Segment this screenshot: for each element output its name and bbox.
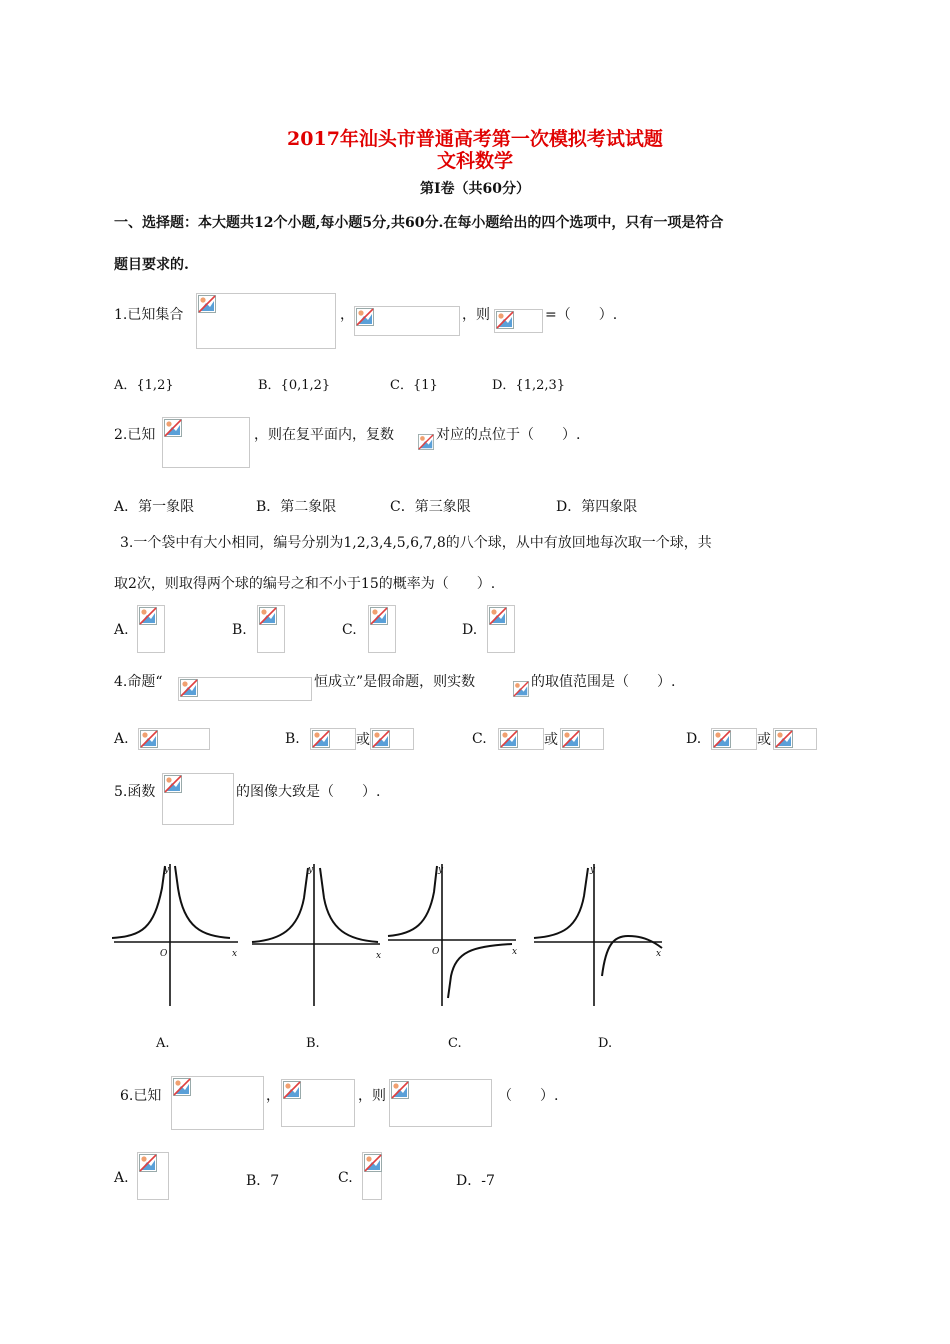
left-branch: [252, 868, 308, 942]
q3-option-b-label: B.: [232, 622, 247, 638]
q6-option-b: B．7: [246, 1173, 280, 1189]
q3-option-b-image: [257, 605, 285, 653]
q6-formula-image-1: [171, 1076, 264, 1130]
broken-image-icon: [713, 730, 731, 748]
y-label: y: [164, 865, 170, 875]
q5-graph-d-label: D.: [598, 1036, 613, 1051]
q6-option-c-label: C.: [338, 1170, 353, 1186]
q1-formula-image-2: [354, 306, 460, 336]
left-branch: [112, 866, 165, 938]
broken-image-icon: [259, 607, 277, 625]
q2-option-c: C．第三象限: [390, 499, 471, 515]
right-branch: [175, 866, 230, 938]
broken-image-icon: [513, 681, 529, 697]
broken-image-icon: [489, 607, 507, 625]
broken-image-icon: [139, 607, 157, 625]
q4-option-d-image-1: [711, 728, 757, 750]
broken-image-icon: [496, 311, 514, 329]
q4-option-c-or: 或: [544, 732, 558, 748]
q5-suffix: 的图像大致是（ ）.: [236, 784, 381, 800]
origin-label: O: [432, 947, 440, 957]
x-label: x: [512, 947, 518, 957]
broken-image-icon: [775, 730, 793, 748]
q2-formula-image-2: [418, 434, 434, 452]
q4-option-c-label: C.: [472, 731, 487, 747]
q4-option-b-label: B.: [285, 731, 300, 747]
y-label: y: [308, 865, 314, 875]
document-subtitle: 文科数学: [436, 150, 513, 172]
q5-graph-c: [386, 858, 521, 1008]
broken-image-icon: [372, 730, 390, 748]
broken-image-icon: [356, 308, 374, 326]
q2-option-a: A．第一象限: [114, 499, 195, 515]
broken-image-icon: [180, 679, 198, 697]
q4-option-c-image-1: [498, 728, 544, 750]
right-branch: [448, 944, 512, 998]
broken-image-icon: [370, 607, 388, 625]
broken-image-icon: [173, 1078, 191, 1096]
broken-image-icon: [164, 775, 182, 793]
q5-graph-c-label: C.: [448, 1036, 462, 1051]
q4-prefix: 4.命题“: [114, 674, 163, 690]
y-label: y: [438, 865, 444, 875]
q4-option-b-image-1: [310, 728, 356, 750]
x-label: x: [232, 949, 238, 959]
q5-graph-a: [112, 858, 242, 1008]
volume-heading: 第Ⅰ卷（共60分）: [419, 181, 531, 197]
q4-option-d-or: 或: [757, 732, 771, 748]
q6-option-d: D．-7: [456, 1173, 495, 1189]
q3-option-c-image: [368, 605, 396, 653]
x-label: x: [376, 951, 382, 961]
q4-formula-image-2: [513, 681, 529, 699]
document-title: 2017年汕头市普通高考第一次模拟考试试题: [287, 128, 663, 150]
q2-option-d: D．第四象限: [556, 499, 638, 515]
q1-option-c: C．{1}: [390, 378, 438, 393]
q1-option-d: D．{1,2,3}: [492, 378, 566, 393]
q2-suffix: 对应的点位于（ ）.: [436, 427, 581, 443]
q5-prefix: 5.函数: [114, 784, 156, 800]
q2-middle-text: ，则在复平面内，复数: [254, 427, 394, 443]
broken-image-icon: [312, 730, 330, 748]
q2-prefix: 2.已知: [114, 427, 156, 443]
q2-formula-image-1: [162, 417, 250, 468]
q3-option-a-image: [137, 605, 165, 653]
q1-prefix: 1.已知集合: [114, 307, 184, 323]
broken-image-icon: [140, 730, 158, 748]
section-instruction-line1: 一、选择题：本大题共12个小题,每小题5分,共60分.在每小题给出的四个选项中，只有一项是符合: [114, 215, 724, 231]
left-branch: [388, 866, 437, 936]
q2-option-b: B．第二象限: [256, 499, 337, 515]
q4-option-a-label: A.: [114, 731, 129, 747]
broken-image-icon: [500, 730, 518, 748]
q6-option-a-image: [137, 1152, 169, 1200]
q4-option-b-or: 或: [356, 732, 370, 748]
broken-image-icon: [418, 434, 434, 450]
broken-image-icon: [562, 730, 580, 748]
origin-label: O: [160, 949, 168, 959]
q5-graph-b-label: B.: [306, 1036, 320, 1051]
q6-suffix: （ ）.: [498, 1088, 559, 1104]
broken-image-icon: [283, 1081, 301, 1099]
broken-image-icon: [164, 419, 182, 437]
q1-formula-image-3: [494, 309, 543, 333]
q3-option-c-label: C.: [342, 622, 357, 638]
q6-formula-image-3: [389, 1079, 492, 1127]
q4-option-c-image-2: [560, 728, 604, 750]
q5-formula-image: [162, 773, 234, 825]
q6-formula-image-2: [281, 1079, 355, 1127]
q4-option-a-image: [138, 728, 210, 750]
q4-suffix: 的取值范围是（ ）.: [531, 674, 676, 690]
q3-option-a-label: A.: [114, 622, 129, 638]
broken-image-icon: [364, 1154, 382, 1172]
right-branch: [320, 868, 378, 942]
x-label: x: [656, 949, 662, 959]
y-label: y: [590, 865, 596, 875]
q1-suffix: =（ ）.: [545, 307, 618, 323]
q5-graph-b: [250, 858, 385, 1008]
broken-image-icon: [198, 295, 216, 313]
q3-option-d-image: [487, 605, 515, 653]
q4-formula-image-1: [178, 677, 312, 701]
q1-option-b: B．{0,1,2}: [258, 378, 331, 393]
q1-option-a: A．{1,2}: [114, 378, 174, 393]
section-instruction-line2: 题目要求的.: [114, 257, 189, 273]
q5-graph-a-label: A.: [156, 1036, 170, 1051]
q1-separator-1: ，: [340, 307, 354, 323]
q4-option-b-image-2: [370, 728, 414, 750]
q3-line2: 取2次，则取得两个球的编号之和不小于15的概率为（ ）.: [114, 576, 496, 592]
q5-graph-d: [532, 858, 667, 1008]
q4-option-d-image-2: [773, 728, 817, 750]
q3-line1: 3.一个袋中有大小相同，编号分别为1,2,3,4,5,6,7,8的八个球，从中有放回地每次取一个球，共: [120, 535, 712, 551]
q1-formula-image-1: [196, 293, 336, 349]
q1-separator-2: ，则: [462, 307, 490, 323]
q4-option-d-label: D.: [686, 731, 702, 747]
left-branch: [534, 868, 588, 938]
broken-image-icon: [391, 1081, 409, 1099]
broken-image-icon: [139, 1154, 157, 1172]
q4-middle-text: 恒成立”是假命题，则实数: [314, 674, 476, 690]
q3-option-d-label: D.: [462, 622, 478, 638]
q6-separator-1: ，: [266, 1088, 280, 1104]
q6-option-c-image: [362, 1152, 382, 1200]
q6-separator-2: ，则: [358, 1088, 386, 1104]
q6-prefix: 6.已知: [120, 1088, 162, 1104]
q6-option-a-label: A.: [114, 1170, 129, 1186]
